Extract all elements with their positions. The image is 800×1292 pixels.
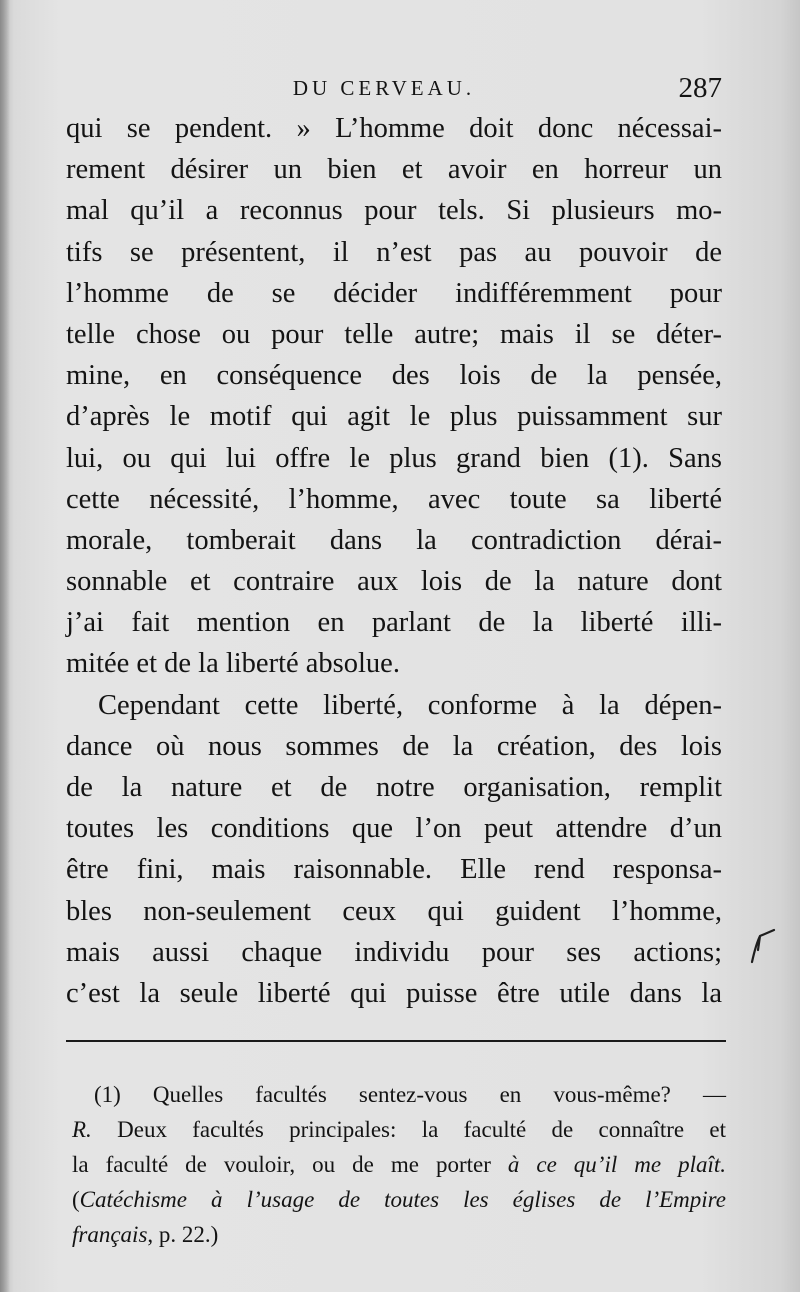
text-line: bles non-seulement ceux qui guident l’homme,: [66, 895, 722, 927]
footnote-citation: français: [72, 1222, 148, 1247]
text-line: tifs se présentent, il n’est pas au pouvoir de: [66, 236, 722, 268]
footnote-line: [72, 1112, 726, 1147]
footnote-separator-rule: [66, 1040, 726, 1042]
footnote-italic-text: à ce qu’il me plaît.: [507, 1152, 726, 1177]
text-line: dance où nous sommes de la création, des lois: [66, 730, 722, 762]
pencil-tick-mark: [748, 926, 778, 966]
footnote-answer-marker: R.: [72, 1117, 92, 1142]
page-edge-shadow: [0, 0, 10, 1292]
text-line: d’après le motif qui agit le plus puissamment sur: [66, 401, 722, 433]
text-line: cette nécessité, l’homme, avec toute sa liberté: [66, 483, 722, 515]
running-head: [66, 72, 722, 112]
text-line: rement désirer un bien et avoir en horreur un: [66, 154, 722, 186]
footnote: [72, 1077, 726, 1252]
text-line: j’ai fait mention en parlant de la liberté illi-: [66, 607, 722, 639]
footnote-line: [72, 1147, 726, 1182]
text-line: mais aussi chaque individu pour ses actions;: [66, 936, 722, 968]
running-title: DU CERVEAU.: [292, 76, 476, 100]
text-line: sonnable et contraire aux lois de la nature dont: [66, 566, 722, 598]
text-line: morale, tomberait dans la contradiction dérai-: [66, 524, 722, 556]
footnote-text: la faculté de vouloir, ou de me porter: [72, 1152, 508, 1177]
page-number: 287: [678, 72, 722, 104]
footnote-line: [72, 1182, 726, 1217]
text-line: mine, en conséquence des lois de la pensée,: [66, 360, 722, 392]
text-line: l’homme de se décider indifféremment pour: [66, 277, 722, 309]
text-line: qui se pendent. » L’homme doit donc nécessai-: [66, 113, 722, 144]
text-line: toutes les conditions que l’on peut attendre d’un: [66, 813, 722, 845]
text-line: de la nature et de notre organisation, remplit: [66, 772, 722, 803]
paragraph-start-line: Cependant cette liberté, conforme à la dépen-: [98, 689, 722, 721]
footnote-line: (1) Quelles facultés sentez-vous en vous-même? —: [94, 1082, 726, 1107]
text-line: telle chose ou pour telle autre; mais il se déter-: [66, 318, 722, 350]
body-text: [66, 108, 722, 1014]
footnote-text: , p. 22.): [147, 1222, 219, 1247]
text-line: mal qu’il a reconnus pour tels. Si plusieurs mo-: [66, 195, 722, 227]
text-line: lui, ou qui lui offre le plus grand bien (1). Sans: [66, 442, 722, 474]
text-line: mitée et de la liberté absolue.: [66, 648, 400, 680]
text-line: c’est la seule liberté qui puisse être utile dans la: [66, 977, 722, 1009]
text-line: être fini, mais raisonnable. Elle rend responsa-: [66, 854, 722, 886]
footnote-text: Deux facultés principales: la faculté de connaître et: [91, 1117, 726, 1142]
footnote-text: (: [72, 1187, 80, 1212]
footnote-line: [72, 1217, 726, 1252]
footnote-citation: Catéchisme à l’usage de toutes les églises de l’Empire: [79, 1187, 726, 1212]
